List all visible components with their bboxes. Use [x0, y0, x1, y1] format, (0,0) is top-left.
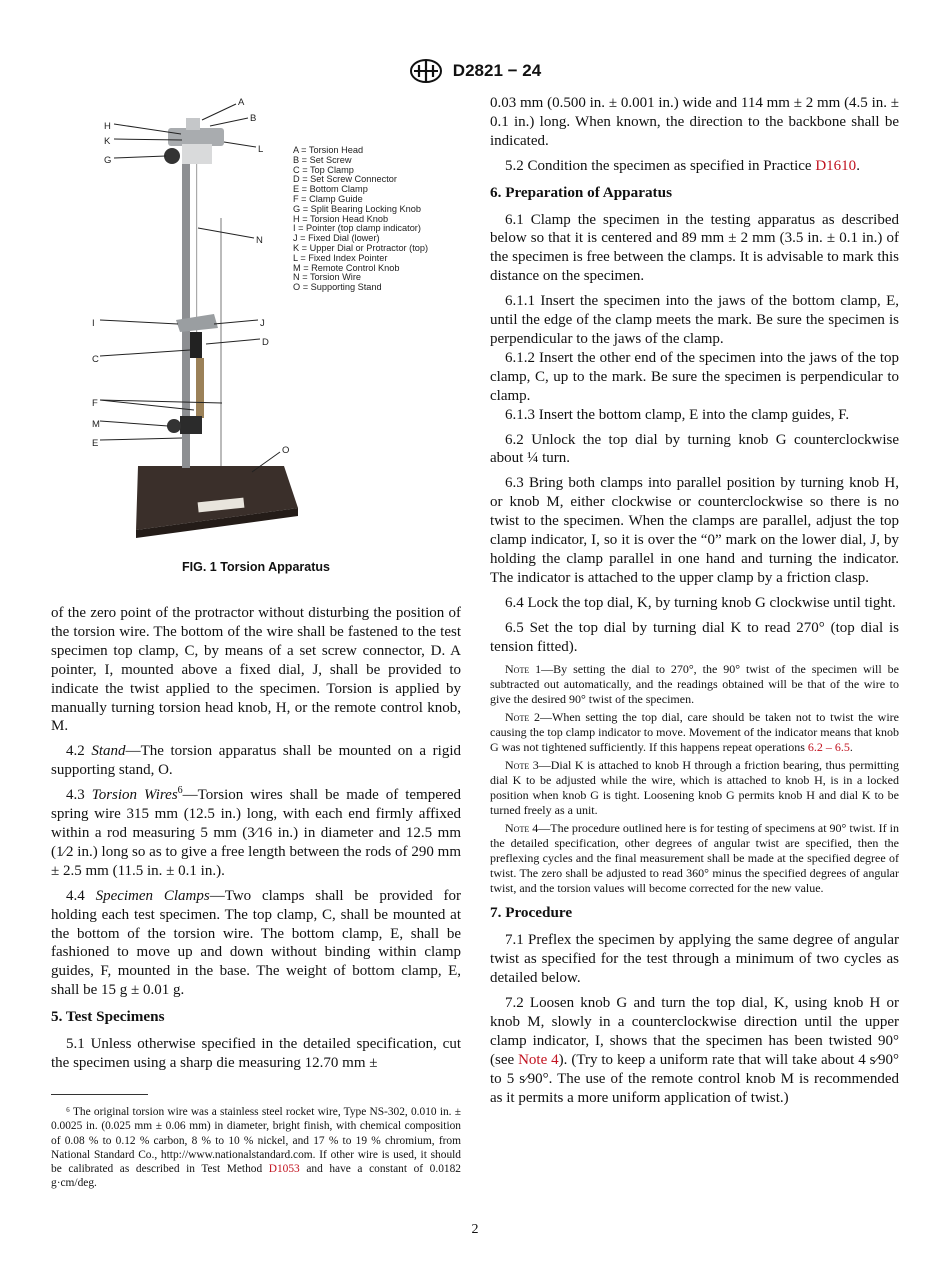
legend-item: A = Torsion Head: [293, 145, 364, 155]
paragraph-6-1-2: 6.1.2 Insert the other end of the specimen into the jaws of the top clamp, C, up to the mark. Be sure the specimen is perpendicular to clamp.: [490, 349, 899, 404]
note-4: Note 4—The procedure outlined here is for testing of specimens at 90° twist. If in the detailed specification, other degrees of angular twist are specified, then the preflexing cycles and the final measurement shall be made at the specified degree of twist. The zero shall be adjusted to read 360° minus the specified degrees of angular twist, and the torsion values will become corrected for the new value.: [490, 821, 900, 896]
note-2: Note 2—When setting the top dial, care should be taken not to twist the wire causing the top clamp indicator to move. Movement of the indicator means that knob G was not tightened sufficiently. If this happens repeat operations 6.2 – 6.5.: [490, 710, 900, 755]
legend-item: B = Set Screw: [293, 154, 352, 165]
callout-letter: N: [256, 235, 263, 246]
note-1: Note 1—By setting the dial to 270°, the 90° twist of the specimen will be subtracted out automatically, and the readings obtained will be that of the wire to give the desired 90° twist of the specimen.: [490, 662, 899, 707]
paragraph-6-1: 6.1 Clamp the specimen in the testing apparatus as described below so that it is centered and 89 mm ± 2 mm (3.5 in. ± 0.1 in.) of the specimen is free between the clamps. It is advisable to mark this distance on the specimen.: [490, 211, 899, 285]
link-6-2-6-5[interactable]: 6.2 – 6.5: [807, 740, 850, 755]
paragraph-7-2: 7.2 Loosen knob G and turn the top dial, K, using knob H or knob M, slowly in a counterclockwise direction until the upper clamp indicator, I, shows that the specimen has been twisted 90° (see Note 4). (Try to keep a uniform rate that will take about 4 s⁄90° to 5 s⁄90°. The use of the remote control knob M is recommended as it permits a more uniform application of twist.): [490, 995, 899, 1106]
paragraph-7-1: 7.1 Preflex the specimen by applying the same degree of angular twist as specified for the test through a minimum of two cycles as detailed below.: [490, 932, 899, 987]
right-column: [490, 94, 899, 1114]
legend-item: I = Pointer (top clamp indicator): [293, 223, 421, 234]
figure-legend: [293, 146, 428, 293]
paragraph-4-2: 4.2 Stand—The torsion apparatus shall be mounted on a rigid supporting stand, O.: [51, 743, 462, 779]
legend-item: C = Top Clamp: [293, 164, 354, 175]
paragraph-6-3: 6.3 Bring both clamps into parallel position by turning knob H, or knob M, either clockwise or counterclockwise so there is no twist to the specimen. When the clamps are parallel, adjust the top clamp indicator, I, so it is over the “0” mark on the lower dial, J, by holding the clamp parallel in one hand and turning the indicator. The indicator is attached to the upper clamp by a friction clasp.: [490, 475, 899, 586]
legend-item: F = Clamp Guide: [293, 193, 363, 204]
astm-logo-icon: [409, 58, 443, 84]
callout-letter: H: [104, 121, 111, 132]
legend-item: K = Upper Dial or Protractor (top): [293, 242, 429, 253]
callout-letter: M: [92, 419, 100, 430]
figure-caption: FIG. 1 Torsion Apparatus: [182, 560, 330, 574]
footnote-6: ⁶ The original torsion wire was a stainless steel rocket wire, Type NS-302, 0.010 in. ± 0.0025 in. (0.025 mm ± 0.06 mm) in diameter, bright finish, with chemical composition of 0.08 % to 0.12 % carbon, 8 % to 10 % nickel, and 17 % to 19 % chromium, from National Standard Co., http://www.nationalstandard.com. If other wire is used, it should be calibrated as described in Test Method D1053 and have a constant of 0.0182 g·cm/deg.: [51, 1106, 461, 1190]
link-note-4[interactable]: Note 4: [518, 1051, 559, 1068]
legend-item: M = Remote Control Knob: [293, 262, 400, 273]
section-7-heading: 7. Procedure: [490, 904, 573, 922]
legend-item: O = Supporting Stand: [293, 282, 382, 293]
paragraph-4-4: 4.4 Specimen Clamps—Two clamps shall be provided for holding each test specimen. The top clamp, C, shall be mounted at the bottom of the torsion wire. The bottom clamp, E, shall be fashioned to move up and down without binding within clamp guides, F, mounted in the base. The weight of bottom clamp, E, shall be 15 g ± 0.01 g.: [51, 887, 461, 999]
legend-item: D = Set Screw Connector: [293, 174, 397, 185]
paragraph-6-2: 6.2 Unlock the top dial by turning knob G counterclockwise about ¼ turn.: [490, 431, 899, 467]
section-6-heading: 6. Preparation of Apparatus: [490, 183, 672, 201]
paragraph-4-3: 4.3 Torsion Wires$^6$—Torsion wires shall be made of tempered spring wire 315 mm (12.5 in.) long, with each end firmly affixed within a rod measuring 5 mm (3⁄16 in.) in diameter and 12.5 mm (1⁄2 in.) long so as to give a free length between the rods of 290 mm ± 2.5 mm (11.5 in. ± 0.1 in.).: [51, 785, 462, 879]
paragraph-6-1-3: 6.1.3 Insert the bottom clamp, E into the clamp guides, F.: [505, 406, 850, 423]
note-3: Note 3—Dial K is attached to knob H through a friction bearing, thus permitting dial K to be adjusted while the wire, which is attached to knob H, is in a locked position when knob G is tight. Loosening knob G permits knob H and dial K to be turned freely as a unit.: [490, 758, 899, 818]
top-clamp: [190, 332, 202, 358]
legend-item: H = Torsion Head Knob: [293, 213, 389, 224]
bottom-clamp: [180, 416, 202, 434]
callout-letter: C: [92, 354, 99, 365]
callout-letter: J: [260, 318, 265, 329]
link-d1610[interactable]: D1610: [815, 157, 857, 174]
legend-item: J = Fixed Dial (lower): [293, 233, 380, 244]
page-number: 2: [471, 1222, 479, 1237]
specimen: [196, 358, 204, 418]
callout-letter: D: [262, 337, 269, 348]
page-header: [0, 58, 950, 84]
callout-letter: G: [104, 155, 112, 166]
link-d1053[interactable]: D1053: [268, 1163, 300, 1176]
torsion-head: [168, 128, 224, 146]
legend-item: E = Bottom Clamp: [293, 184, 368, 195]
standard-designation: D2821 − 24: [452, 61, 542, 80]
section-5-heading: 5. Test Specimens: [51, 1008, 165, 1026]
paragraph-5-2: 5.2 Condition the specimen as specified in Practice D1610.: [505, 157, 860, 174]
locking-knob: [164, 148, 180, 164]
footnote-rule: [51, 1094, 148, 1095]
legend-item: N = Torsion Wire: [293, 272, 361, 283]
callout-letter: L: [258, 144, 264, 155]
paragraph-6-1-1: 6.1.1 Insert the specimen into the jaws of the bottom clamp, E, until the edge of the clamp meets the mark. Be sure the specimen is perpendicular to the jaws of the clamp.: [490, 293, 899, 347]
callout-letter: E: [92, 438, 99, 449]
callout-letter: A: [238, 98, 245, 108]
paragraph-4-1-continued: of the zero point of the protractor without disturbing the position of the torsion wire. The bottom of the wire shall be fastened to the test specimen top clamp, C, by means of a set screw connector, D. A pointer, I, mounted above a fixed dial, J, shall be provided to indicate the twist applied to the specimen. Torsion is applied by manually turning torsion head knob, H, or the remote control knob, M.: [51, 605, 461, 735]
remote-control-knob: [167, 419, 181, 433]
callout-letter: O: [282, 445, 290, 456]
callout-letter: F: [92, 398, 98, 409]
paragraph-6-5: 6.5 Set the top dial by turning dial K to read 270° (top dial is tension fitted).: [490, 619, 899, 655]
paragraph-5-1: 5.1 Unless otherwise specified in the detailed specification, cut the specimen using a sharp die measuring 12.70 mm ±: [51, 1036, 461, 1071]
paragraph-6-4: 6.4 Lock the top dial, K, by turning knob G clockwise until tight.: [505, 594, 896, 611]
callout-letter: K: [104, 136, 111, 147]
left-column: [51, 604, 461, 1079]
legend-item: G = Split Bearing Locking Knob: [293, 203, 421, 214]
legend-item: L = Fixed Index Pointer: [293, 252, 388, 263]
callout-letter: I: [92, 318, 95, 329]
paragraph-5-1-continued: 0.03 mm (0.500 in. ± 0.001 in.) wide and 114 mm ± 2 mm (4.5 in. ± 0.1 in.) long. When known, the direction to the backbone shall be indicated.: [490, 95, 899, 149]
callout-letter: B: [250, 113, 257, 124]
